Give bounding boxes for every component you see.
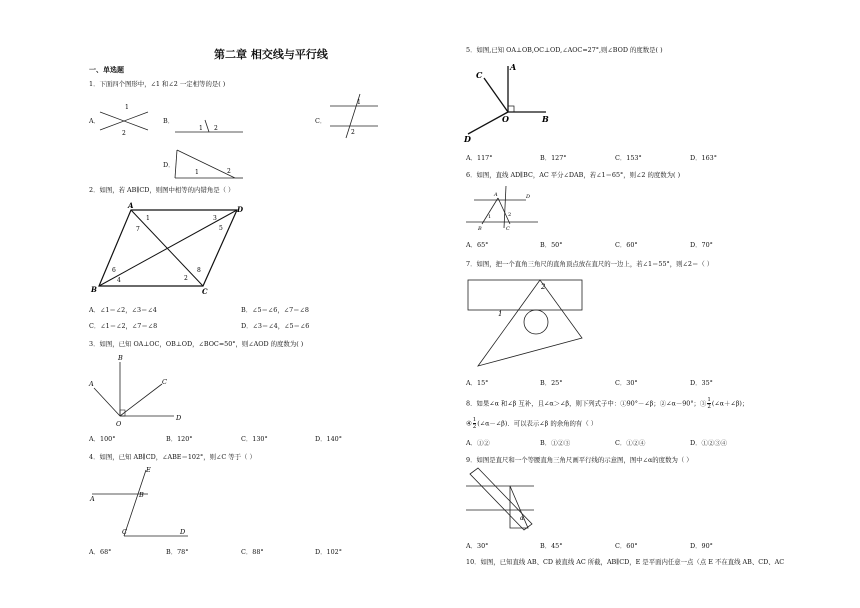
q2-angle-6: 6 <box>112 267 116 274</box>
q3-label-d: D <box>176 414 182 422</box>
q1-c-label-2: 2 <box>351 129 355 136</box>
q1-option-b: B． <box>163 117 175 125</box>
q3-label-c: C <box>162 378 167 386</box>
q6-stem: 6．如图，直线 AD∥BC，AC 平分∠DAB，若∠1＝65°，则∠2 的度数为( ) <box>466 171 681 179</box>
q4-option-d: D．102° <box>315 548 342 556</box>
q2-option-c: C．∠1＝∠2，∠7＝∠8 <box>89 322 158 330</box>
q8-option-a: A．①② <box>466 439 490 447</box>
q6-option-c: C．60° <box>615 241 638 249</box>
q8-frac4-num: 1 <box>472 417 477 423</box>
q5-label-a: A <box>510 62 517 72</box>
q7-figure <box>464 276 588 372</box>
q6-label-c: C <box>506 226 510 232</box>
q2-angle-8: 8 <box>197 267 201 274</box>
q5-label-c: C <box>476 70 483 80</box>
q7-label-2: 2 <box>541 283 546 291</box>
q10-stem: 10．如图，已知直线 AB、CD 被直线 AC 所截，AB∥CD，E 是平面内任意一点（点 E 不在直线 AB、CD、AC <box>466 558 785 566</box>
q5-option-a: A．117° <box>466 154 493 162</box>
q2-angle-7: 7 <box>136 226 140 233</box>
q1-stem: 1．下面四个图形中，∠1 和∠2 一定相等的是( ) <box>89 80 226 88</box>
q1-figure-c <box>330 94 380 140</box>
q1-c-label-1: 1 <box>357 99 361 106</box>
page-title: 第二章 相交线与平行线 <box>214 48 328 61</box>
q7-label-1: 1 <box>498 310 503 318</box>
q8-stem-text: 8．如果∠α 和∠β 互补，且∠α＞∠β，则下列式子中：①90°－∠β；②∠α－90°；③ <box>466 399 707 408</box>
q9-label-alpha: α <box>520 515 525 522</box>
q4-label-e: E <box>146 466 151 474</box>
q9-option-c: C．60° <box>615 542 638 550</box>
q6-option-a: A．65° <box>466 241 489 249</box>
q2-vertex-c: C <box>202 287 208 296</box>
q8-option-b: B．①②③ <box>540 439 571 447</box>
q3-option-c: C．130° <box>241 435 268 443</box>
q8-fraction-3 <box>707 397 711 410</box>
q8-frac4-den: 2 <box>472 424 477 430</box>
q5-figure <box>462 60 562 144</box>
q6-label-2: 2 <box>508 212 512 218</box>
q2-vertex-b: B <box>91 285 97 294</box>
q2-option-d: D．∠3＝∠4，∠5＝∠6 <box>241 322 310 330</box>
q4-option-b: B．78° <box>166 548 189 556</box>
q1-figure-a <box>100 100 150 140</box>
q5-label-o: O <box>502 114 509 124</box>
q3-label-a: A <box>89 380 94 388</box>
q6-option-b: B．50° <box>540 241 563 249</box>
q8-expr-4: (∠α－∠β)．可以表示∠β 的余角的有（ ） <box>477 419 598 428</box>
q5-label-b: B <box>542 114 549 124</box>
q1-figure-b <box>175 112 245 136</box>
q8-stem <box>466 397 748 410</box>
q5-option-b: B．127° <box>540 154 567 162</box>
q2-vertex-a: A <box>128 201 134 210</box>
q5-stem: 5．如图,已知 OA⊥OB,OC⊥OD,∠AOC=27°,则∠BOD 的度数是( ) <box>466 46 663 54</box>
q2-stem: 2．如图，若 AB∥CD，则图中相等的内错角是（ ） <box>89 186 235 194</box>
q5-option-c: C．153° <box>615 154 642 162</box>
q2-vertex-d: D <box>237 205 244 214</box>
q9-option-a: A．30° <box>466 542 489 550</box>
q9-figure <box>462 468 542 534</box>
q3-label-b: B <box>118 354 123 362</box>
q4-label-b: B <box>139 491 144 499</box>
q2-angle-2: 2 <box>184 275 188 282</box>
q7-stem: 7．如图，把一个直角三角尺的直角顶点放在直尺的一边上，若∠1＝55°，则∠2＝（ ） <box>466 260 714 268</box>
q5-label-d: D <box>464 134 471 144</box>
q8-fraction-4 <box>473 417 477 430</box>
q8-frac-den: 2 <box>707 404 711 410</box>
q2-option-a: A．∠1＝∠2，∠3＝∠4 <box>89 306 157 314</box>
q6-label-b: B <box>478 226 482 232</box>
q2-angle-3: 3 <box>213 215 217 222</box>
q4-label-d: D <box>180 528 186 536</box>
q1-b-label-2: 2 <box>214 125 218 132</box>
q1-d-label-1: 1 <box>195 169 199 176</box>
q3-label-o: O <box>116 420 122 428</box>
q8-option-c: C．①②④ <box>615 439 646 447</box>
q7-option-a: A．15° <box>466 379 489 387</box>
q1-option-d: D． <box>163 161 175 169</box>
q2-angle-4: 4 <box>117 277 121 284</box>
q1-a-label-2: 2 <box>122 130 126 137</box>
q1-option-c: C． <box>315 117 327 125</box>
q4-label-a: A <box>90 495 95 503</box>
q3-option-d: D．140° <box>315 435 342 443</box>
q3-option-a: A．100° <box>89 435 116 443</box>
q9-option-b: B．45° <box>540 542 563 550</box>
q4-option-a: A．68° <box>89 548 112 556</box>
q6-option-d: D．70° <box>690 241 713 249</box>
q6-label-a: A <box>494 192 498 198</box>
q4-option-c: C．88° <box>241 548 264 556</box>
q6-figure <box>464 186 544 234</box>
q8-line2-prefix: ④ <box>466 419 472 428</box>
q6-label-d: D <box>526 194 531 200</box>
q3-figure <box>88 354 188 430</box>
section-heading: 一、单选题 <box>89 66 124 74</box>
q8-option-d: D．①②③④ <box>690 439 728 447</box>
q2-figure <box>91 201 255 300</box>
q7-option-b: B．25° <box>540 379 563 387</box>
q2-option-b: B．∠5＝∠6，∠7＝∠8 <box>241 306 309 314</box>
q1-option-a: A． <box>89 117 101 125</box>
q1-b-label-1: 1 <box>199 125 203 132</box>
q4-figure <box>88 466 198 542</box>
q5-option-d: D．163° <box>690 154 717 162</box>
q8-expr-3: (∠α＋∠β)； <box>711 399 749 408</box>
q3-stem: 3．如图，已知 OA⊥OC，OB⊥OD，∠BOC=50°，则∠AOD 的度数为( ) <box>89 340 304 348</box>
q4-stem: 4．如图，已知 AB∥CD，∠ABE＝102°，则∠C 等于（ ） <box>89 453 256 461</box>
q8-stem-line2 <box>466 417 597 430</box>
q7-option-d: D．35° <box>690 379 713 387</box>
q1-figure-d <box>175 150 245 182</box>
q2-angle-1: 1 <box>146 215 150 222</box>
q4-label-c: C <box>122 528 127 536</box>
q2-angle-5: 5 <box>219 225 223 232</box>
q9-option-d: D．90° <box>690 542 713 550</box>
q3-option-b: B．120° <box>166 435 193 443</box>
q1-a-label-1: 1 <box>125 104 129 111</box>
q9-stem: 9．如图是直尺和一个等腰直角三角尺画平行线的示意图，图中∠α的度数为（ ） <box>466 456 693 464</box>
q8-frac-num: 1 <box>707 397 711 403</box>
q7-option-c: C．30° <box>615 379 638 387</box>
q1-d-label-2: 2 <box>227 168 231 175</box>
q6-label-1: 1 <box>488 214 492 220</box>
